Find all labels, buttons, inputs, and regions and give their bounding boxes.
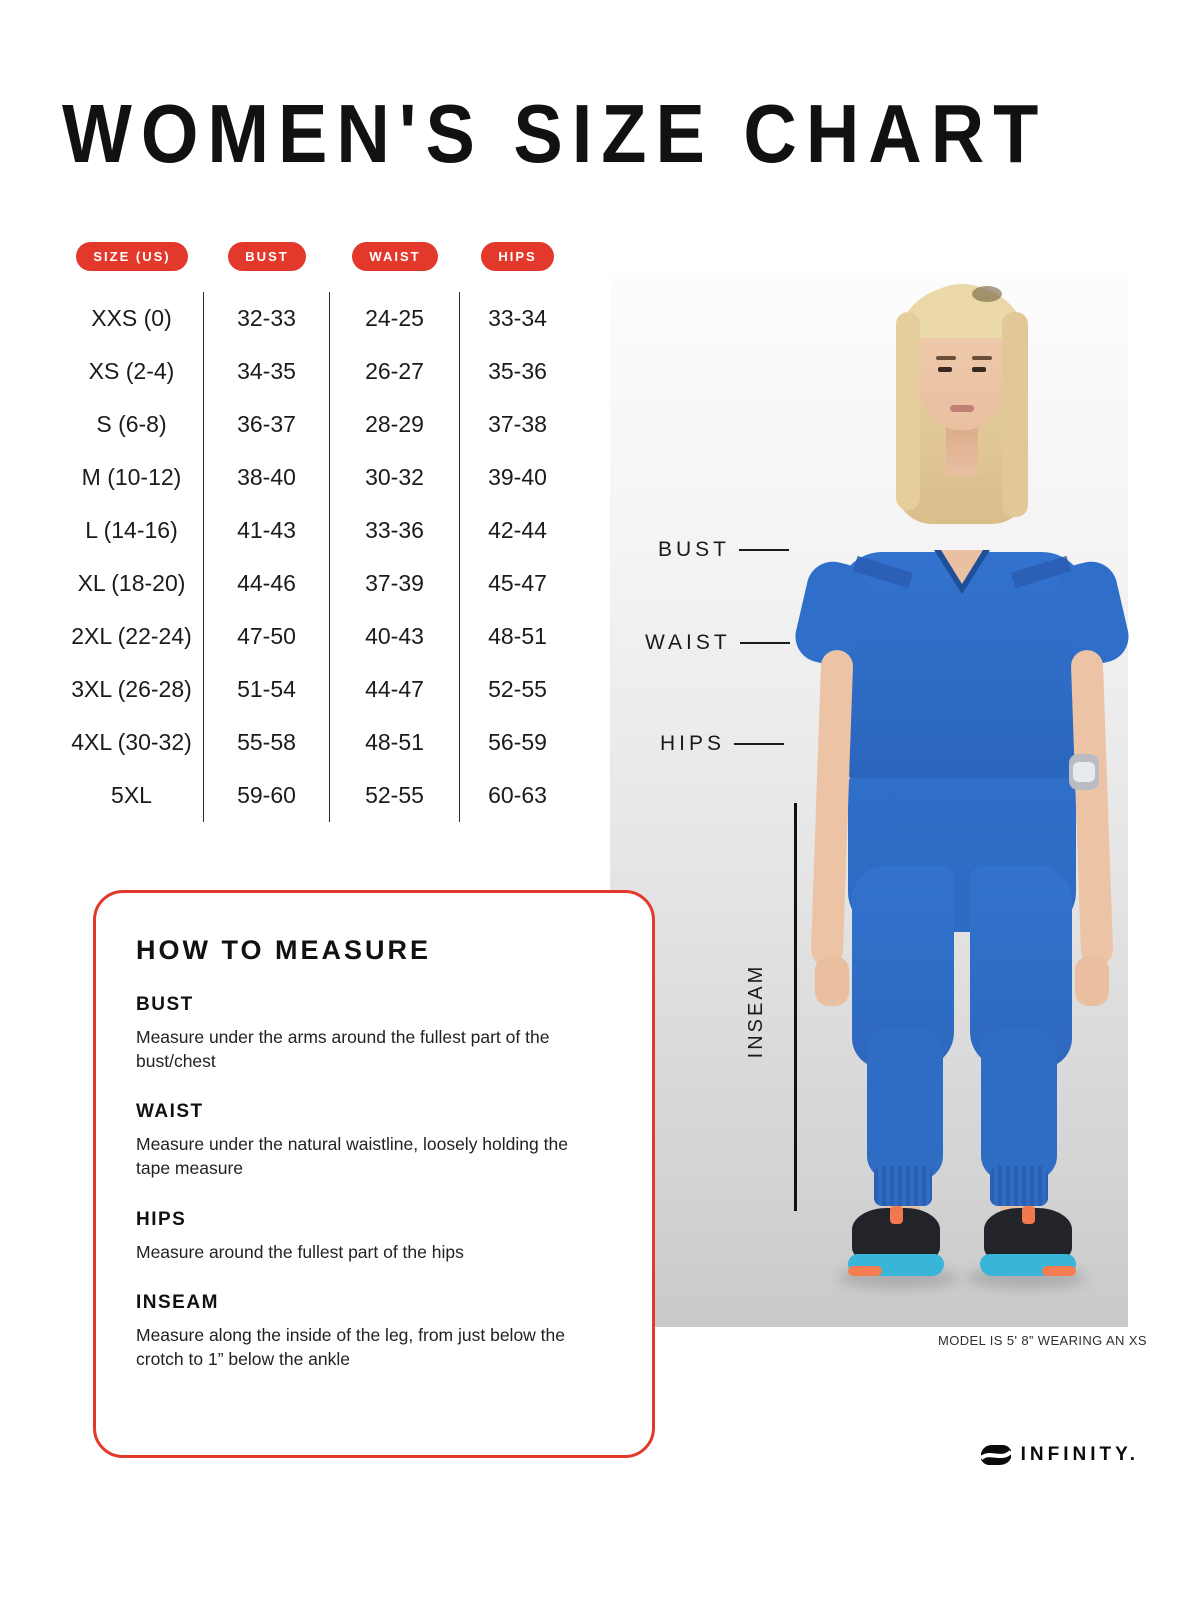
size-cell: XL (18-20) — [60, 557, 204, 610]
size-table-body — [60, 292, 575, 822]
measurement-cell: 37-38 — [488, 411, 547, 437]
how-to-measure-list — [136, 994, 612, 1371]
infinity-logo-icon — [981, 1444, 1011, 1466]
model-hand — [815, 956, 849, 1006]
measurement-cell: 28-29 — [330, 398, 460, 451]
model-photo — [610, 270, 1128, 1327]
waist-pointer-line — [740, 642, 790, 645]
bust-pointer-line — [739, 549, 789, 552]
brand-logo — [981, 1444, 1139, 1466]
how-to-measure-title: HOW TO MEASURE — [136, 935, 432, 965]
measurement-cell: 48-51 — [330, 716, 460, 769]
measurement-cell: 44-47 — [330, 663, 460, 716]
bust-pointer-label: BUST — [658, 538, 731, 561]
bust-pointer — [658, 538, 789, 562]
size-cell: 2XL (22-24) — [60, 610, 204, 663]
measure-item — [136, 1209, 612, 1264]
measure-item-label: BUST — [136, 994, 194, 1015]
hips-pointer — [660, 732, 784, 756]
model-brow — [972, 356, 992, 360]
inseam-pointer-line — [794, 803, 797, 1211]
sneaker-tongue — [1022, 1206, 1035, 1224]
measure-item-text: Measure under the natural waistline, loosely holding the tape measure — [136, 1134, 568, 1179]
size-us-header-pill: SIZE (US) — [76, 242, 187, 271]
measure-item-label: HIPS — [136, 1208, 187, 1230]
measurement-cell: 30-32 — [330, 451, 460, 504]
watch-face — [1073, 762, 1095, 782]
scrub-pants-leg — [867, 1028, 943, 1180]
wrist-watch — [1069, 754, 1099, 790]
sneaker-sole-accent — [1042, 1266, 1076, 1276]
size-cell: XXS (0) — [60, 292, 204, 345]
measurement-cell: 44-46 — [204, 557, 330, 610]
inseam-pointer-label: INSEAM — [745, 963, 767, 1059]
measurement-cell: 41-43 — [204, 504, 330, 557]
measure-item-text: Measure around the fullest part of the hips — [136, 1241, 464, 1262]
size-cell: 3XL (26-28) — [60, 663, 204, 716]
size-cell: 5XL — [60, 769, 204, 822]
model-lips — [950, 405, 974, 412]
waist-header-pill: WAIST — [352, 242, 437, 271]
measurement-cell: 48-51 — [488, 623, 547, 649]
measurement-cell: 35-36 — [488, 358, 547, 384]
measurement-cell: 51-54 — [204, 663, 330, 716]
hips-pointer-line — [734, 743, 784, 746]
model-hair-root — [972, 286, 1002, 302]
measurement-cell: 39-40 — [488, 464, 547, 490]
model-brow — [936, 356, 956, 360]
measurement-cell: 59-60 — [204, 769, 330, 822]
measure-item-text: Measure under the arms around the fullest part of the bust/chest — [136, 1027, 550, 1072]
bust-header-pill: BUST — [228, 242, 305, 271]
model-caption: MODEL IS 5' 8” WEARING AN XS — [938, 1333, 1147, 1348]
header-cell — [60, 240, 204, 272]
measurement-cell: 33-34 — [488, 305, 547, 331]
measure-item — [136, 1292, 612, 1371]
measure-item-label: INSEAM — [136, 1291, 219, 1313]
measurement-cell: 36-37 — [204, 398, 330, 451]
measurement-cell: 34-35 — [204, 345, 330, 398]
measurement-cell: 37-39 — [330, 557, 460, 610]
size-cell: L (14-16) — [60, 504, 204, 557]
measurement-cell: 38-40 — [204, 451, 330, 504]
scrub-pants-leg — [981, 1028, 1057, 1180]
how-to-measure-box — [93, 890, 655, 1458]
measurement-cell: 55-58 — [204, 716, 330, 769]
hips-header-pill: HIPS — [481, 242, 553, 271]
size-cell: S (6-8) — [60, 398, 204, 451]
waist-pointer-label: WAIST — [645, 631, 731, 654]
measurement-cell: 42-44 — [488, 517, 547, 543]
measurement-cell: 56-59 — [488, 729, 547, 755]
model-eye — [972, 367, 986, 372]
measurement-cell: 24-25 — [330, 292, 460, 345]
measure-item-label: WAIST — [136, 1101, 204, 1123]
measurement-cell: 60-63 — [488, 782, 547, 808]
measurement-cell: 32-33 — [204, 292, 330, 345]
measure-item — [136, 994, 612, 1073]
measurement-cell: 52-55 — [330, 769, 460, 822]
measurement-cell: 47-50 — [204, 610, 330, 663]
measurement-cell: 33-36 — [330, 504, 460, 557]
hips-pointer-label: HIPS — [660, 732, 726, 755]
size-table — [60, 240, 575, 822]
measurement-cell: 26-27 — [330, 345, 460, 398]
scrub-pants-cuff — [874, 1166, 932, 1206]
measurement-cell: 45-47 — [488, 570, 547, 596]
size-table-header-row — [60, 240, 575, 272]
model-arm — [1070, 650, 1113, 967]
model-eye — [938, 367, 952, 372]
header-cell — [204, 240, 330, 272]
model-hair-left — [896, 312, 920, 510]
sneaker-tongue — [890, 1206, 903, 1224]
model-hand — [1075, 956, 1109, 1006]
measure-item — [136, 1101, 612, 1180]
header-cell — [460, 240, 575, 272]
page-title: WOMEN'S SIZE CHART — [62, 87, 1048, 181]
scrub-pants-cuff — [990, 1166, 1048, 1206]
measure-item-text: Measure along the inside of the leg, from just below the crotch to 1” below the ankle — [136, 1324, 565, 1369]
model-arm — [810, 650, 853, 967]
brand-wordmark: INFINITY. — [1020, 1444, 1139, 1465]
measurement-cell: 52-55 — [488, 676, 547, 702]
size-cell: M (10-12) — [60, 451, 204, 504]
waist-pointer — [645, 631, 790, 655]
size-cell: 4XL (30-32) — [60, 716, 204, 769]
size-cell: XS (2-4) — [60, 345, 204, 398]
header-cell — [330, 240, 460, 272]
measurement-cell: 40-43 — [330, 610, 460, 663]
sneaker-sole-accent — [848, 1266, 882, 1276]
model-hair-right — [1002, 312, 1028, 517]
